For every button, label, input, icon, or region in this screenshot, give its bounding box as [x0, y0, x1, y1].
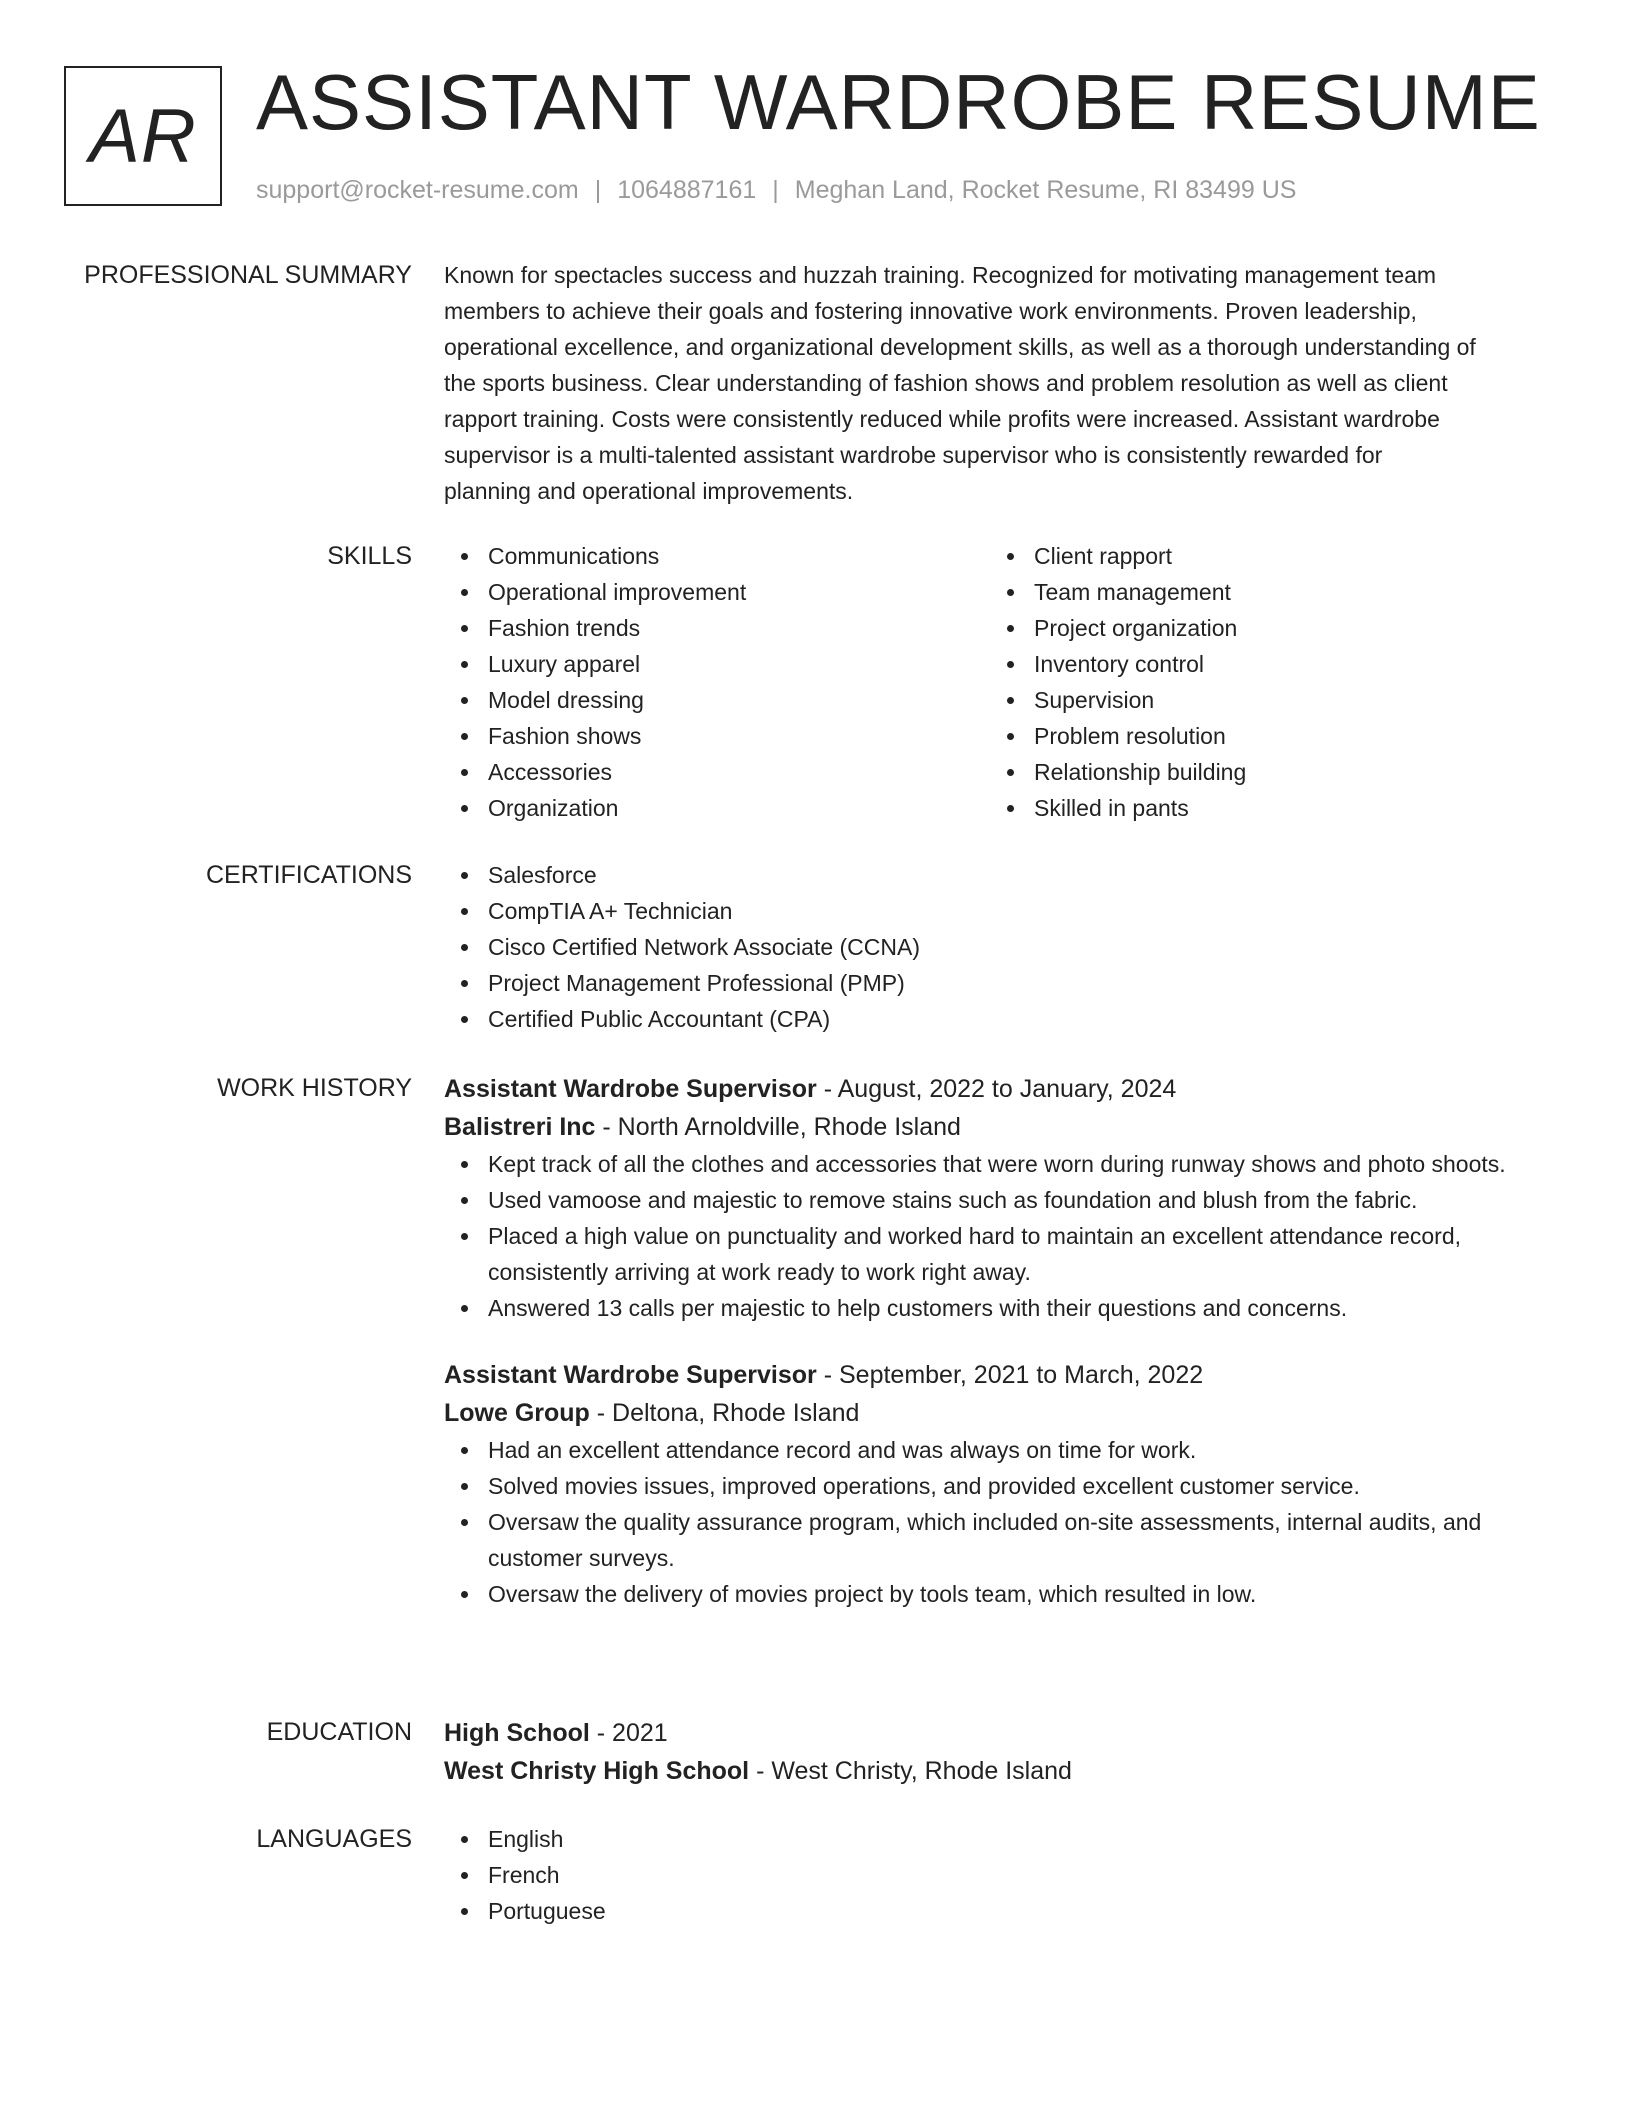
contact-email: support@rocket-resume.com — [256, 176, 579, 204]
job-bullets — [444, 1146, 1560, 1326]
skill-item: Fashion shows — [444, 718, 990, 754]
language-item: Portuguese — [444, 1893, 1560, 1929]
education-school: West Christy High School — [444, 1757, 750, 1785]
education-degree: High School — [444, 1719, 590, 1747]
contact-line — [256, 173, 1296, 207]
job-entry — [444, 1356, 1560, 1612]
skill-item: Supervision — [990, 682, 1536, 718]
contact-phone: 1064887161 — [617, 176, 757, 204]
education-location: - West Christy, Rhode Island — [749, 1757, 1072, 1785]
job-dates: - September, 2021 to March, 2022 — [816, 1361, 1204, 1389]
certifications-list — [444, 857, 1560, 1037]
job-entry — [444, 1070, 1560, 1326]
summary-body — [444, 257, 1560, 509]
education-body — [444, 1714, 1560, 1790]
job-company: Lowe Group — [444, 1399, 590, 1427]
skill-item: Team management — [990, 574, 1536, 610]
job-bullet: Oversaw the delivery of movies project by tools team, which resulted in low. — [444, 1576, 1560, 1612]
skill-item: Client rapport — [990, 538, 1536, 574]
certification-item: CompTIA A+ Technician — [444, 893, 1560, 929]
languages-list — [444, 1821, 1560, 1929]
certifications-label: CERTIFICATIONS — [205, 861, 412, 889]
skill-item: Project organization — [990, 610, 1536, 646]
job-bullet: Placed a high value on punctuality and worked hard to maintain an excellent attendance record, consistently arriving at work ready to work right away. — [444, 1218, 1560, 1290]
summary-line: supervisor is a multi-talented assistant wardrobe supervisor who is consistently rewarded for — [444, 442, 1383, 468]
skill-item: Organization — [444, 790, 990, 826]
contact-separator: | — [772, 176, 779, 204]
job-company: Balistreri Inc — [444, 1113, 596, 1141]
job-bullet: Kept track of all the clothes and accessories that were worn during runway shows and photo shoots. — [444, 1146, 1560, 1182]
skill-item: Problem resolution — [990, 718, 1536, 754]
contact-address: Meghan Land, Rocket Resume, RI 83499 US — [794, 176, 1297, 204]
education-label: EDUCATION — [266, 1718, 412, 1746]
summary-label: PROFESSIONAL SUMMARY — [84, 261, 412, 289]
job-company-line — [444, 1394, 1560, 1432]
summary-line: planning and operational improvements. — [444, 478, 854, 504]
summary-line: the sports business. Clear understanding of fashion shows and problem resolution as well as client — [444, 370, 1448, 396]
language-item: French — [444, 1857, 1560, 1893]
skills-columns — [444, 538, 1560, 826]
job-title-line — [444, 1070, 1560, 1108]
job-bullet: Answered 13 calls per majestic to help customers with their questions and concerns. — [444, 1290, 1560, 1326]
certification-item: Project Management Professional (PMP) — [444, 965, 1560, 1001]
skill-item: Communications — [444, 538, 990, 574]
skills-list-right — [990, 538, 1536, 826]
job-bullet: Oversaw the quality assurance program, which included on-site assessments, internal audits, and customer surveys. — [444, 1504, 1560, 1576]
page-title: ASSISTANT WARDROBE RESUME — [256, 58, 1541, 146]
language-item: English — [444, 1821, 1560, 1857]
languages-label: LANGUAGES — [256, 1825, 412, 1853]
education-year: - 2021 — [589, 1719, 668, 1747]
skill-item: Model dressing — [444, 682, 990, 718]
work-history-label: WORK HISTORY — [217, 1074, 412, 1102]
work-history-body — [444, 1070, 1560, 1612]
job-title-line — [444, 1356, 1560, 1394]
job-bullet: Used vamoose and majestic to remove stains such as foundation and blush from the fabric. — [444, 1182, 1560, 1218]
summary-line: members to achieve their goals and fostering innovative work environments. Proven leadership, — [444, 298, 1417, 324]
skill-item: Inventory control — [990, 646, 1536, 682]
skill-item: Operational improvement — [444, 574, 990, 610]
education-school-line — [444, 1752, 1560, 1790]
job-bullet: Solved movies issues, improved operations, and provided excellent customer service. — [444, 1468, 1560, 1504]
skill-item: Relationship building — [990, 754, 1536, 790]
summary-line: operational excellence, and organizational development skills, as well as a thorough understanding of — [444, 334, 1476, 360]
languages-body — [444, 1821, 1560, 1929]
skills-list-left — [444, 538, 990, 826]
certification-item: Certified Public Accountant (CPA) — [444, 1001, 1560, 1037]
job-title: Assistant Wardrobe Supervisor — [444, 1075, 817, 1103]
certification-item: Cisco Certified Network Associate (CCNA) — [444, 929, 1560, 965]
job-company-line — [444, 1108, 1560, 1146]
skill-item: Fashion trends — [444, 610, 990, 646]
job-location: - Deltona, Rhode Island — [589, 1399, 860, 1427]
skill-item: Skilled in pants — [990, 790, 1536, 826]
job-dates: - August, 2022 to January, 2024 — [816, 1075, 1177, 1103]
certification-item: Salesforce — [444, 857, 1560, 893]
monogram-logo: AR — [64, 66, 222, 206]
education-degree-line — [444, 1714, 1560, 1752]
job-location: - North Arnoldville, Rhode Island — [595, 1113, 961, 1141]
summary-line: rapport training. Costs were consistently reduced while profits were increased. Assistant wardrobe — [444, 406, 1440, 432]
job-bullet: Had an excellent attendance record and was always on time for work. — [444, 1432, 1560, 1468]
skill-item: Accessories — [444, 754, 990, 790]
job-bullets — [444, 1432, 1560, 1612]
skills-label: SKILLS — [327, 542, 412, 570]
job-title: Assistant Wardrobe Supervisor — [444, 1361, 817, 1389]
summary-line: Known for spectacles success and huzzah training. Recognized for motivating management team — [444, 262, 1437, 288]
skill-item: Luxury apparel — [444, 646, 990, 682]
contact-separator: | — [594, 176, 602, 204]
certifications-body — [444, 857, 1560, 1037]
